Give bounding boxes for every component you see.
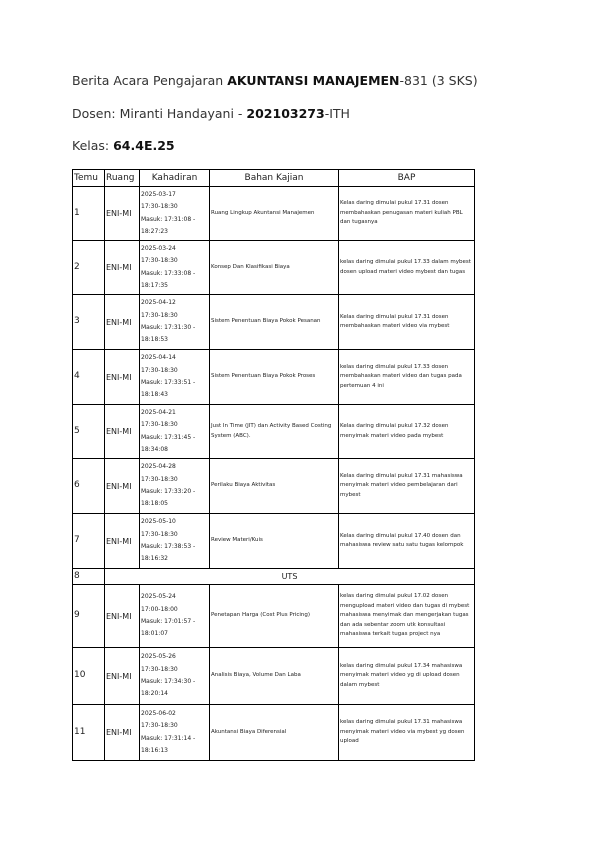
kehadiran-masuk: Masuk: 17:38:53 -	[141, 543, 196, 550]
col-temu: Temu	[73, 170, 105, 187]
table-row	[73, 648, 475, 705]
title-line	[72, 73, 478, 88]
table-row	[73, 241, 475, 295]
cell-bahan-kajian: Konsep Dan Klasifikasi Biaya	[210, 241, 339, 295]
cell-ruang: ENI-MI	[105, 241, 140, 295]
kehadiran-time: 17:00-18:00	[141, 605, 178, 613]
kehadiran-time: 17:30-18:30	[141, 366, 178, 374]
kehadiran-keluar: 18:20:14	[141, 690, 168, 698]
table-row	[73, 705, 475, 761]
kehadiran-masuk: Masuk: 17:34:30 -	[141, 678, 196, 685]
cell-ruang: ENI-MI	[105, 705, 140, 761]
col-ruang: Ruang	[105, 170, 140, 187]
cell-kehadiran	[140, 241, 210, 295]
kehadiran-date: 2025-05-26	[141, 653, 176, 661]
kehadiran-masuk: Masuk: 17:33:08 -	[141, 269, 196, 277]
cell-ruang: ENI-MI	[105, 585, 140, 648]
table-row	[73, 459, 475, 514]
cell-temu: 3	[73, 295, 105, 350]
cell-temu: 4	[73, 350, 105, 405]
cell-temu: 6	[73, 459, 105, 514]
kehadiran-date: 2025-04-12	[141, 299, 176, 307]
cell-kehadiran	[140, 350, 210, 405]
title-prefix: Berita Acara Pengajaran	[72, 73, 228, 88]
cell-bap: kelas daring dimulai pukul 17.33 dosen membahaskan materi video dan tugas pada pertemuan 4 ini	[339, 350, 475, 405]
kehadiran-masuk: Masuk: 17:33:51 -	[141, 379, 196, 386]
cell-bap: kelas daring dimulai pukul 17.33 dalam mybest dosen upload materi video mybest dan tugas	[339, 241, 475, 295]
cell-kehadiran	[140, 585, 210, 648]
kehadiran-date: 2025-04-21	[141, 408, 176, 416]
table-row	[73, 295, 475, 350]
table-row	[73, 187, 475, 241]
table-row	[73, 405, 475, 459]
col-bahan-kajian: Bahan Kajian	[210, 170, 339, 187]
course-name: AKUNTANSI MANAJEMEN	[227, 73, 400, 88]
table-row	[73, 350, 475, 405]
kehadiran-keluar: 18:34:08	[141, 445, 168, 453]
kelas-code: 64.4E.25	[113, 138, 175, 153]
kehadiran-time: 17:30-18:30	[141, 722, 178, 730]
col-bap: BAP	[339, 170, 475, 187]
cell-bahan-kajian: Sistem Penentuan Biaya Pokok Pesanan	[210, 295, 339, 350]
dosen-line	[72, 106, 350, 121]
cell-bap: Kelas daring dimulai pukul 17.31 dosen membahaskan materi video via mybest	[339, 295, 475, 350]
kehadiran-masuk: Masuk: 17:31:14 -	[141, 734, 196, 742]
kelas-line	[72, 138, 175, 153]
cell-bahan-kajian: Perilaku Biaya Aktivitas	[210, 459, 339, 514]
kehadiran-time: 17:30-18:30	[141, 257, 178, 265]
col-kehadiran: Kahadiran	[140, 170, 210, 187]
kehadiran-date: 2025-05-24	[141, 593, 176, 601]
table-row	[73, 585, 475, 648]
cell-kehadiran	[140, 405, 210, 459]
kehadiran-date: 2025-06-02	[141, 709, 176, 717]
cell-temu: 2	[73, 241, 105, 295]
course-code: -831 (3 SKS)	[399, 73, 478, 88]
kehadiran-masuk: Masuk: 17:01:57 -	[141, 618, 196, 625]
kehadiran-keluar: 18:18:43	[141, 391, 168, 399]
kehadiran-keluar: 18:17:35	[141, 281, 168, 289]
kehadiran-time: 17:30-18:30	[141, 665, 178, 673]
cell-temu: 10	[73, 648, 105, 705]
cell-bap: kelas daring dimulai pukul 17.31 mahasiswa menyimak materi video via mybest yg dosen upload	[339, 705, 475, 761]
cell-bap: kelas daring dimulai pukul 17.34 mahasiswa menyimak materi video yg di upload dosen dalam mybest	[339, 648, 475, 705]
kehadiran-masuk: Masuk: 17:31:45 -	[141, 433, 196, 441]
cell-ruang: ENI-MI	[105, 514, 140, 569]
kelas-label: Kelas:	[72, 138, 114, 153]
cell-ruang: ENI-MI	[105, 405, 140, 459]
cell-bahan-kajian: Analisis Biaya, Volume Dan Laba	[210, 648, 339, 705]
cell-temu: 1	[73, 187, 105, 241]
kehadiran-time: 17:30-18:30	[141, 311, 178, 319]
table-body	[73, 187, 475, 761]
kehadiran-time: 17:30-18:30	[141, 475, 178, 483]
cell-kehadiran	[140, 648, 210, 705]
cell-temu: 11	[73, 705, 105, 761]
cell-bap: Kelas daring dimulai pukul 17.31 mahasiswa menyimak materi video pembelajaran dari mybest	[339, 459, 475, 514]
cell-kehadiran	[140, 459, 210, 514]
kehadiran-keluar: 18:01:07	[141, 630, 168, 638]
cell-kehadiran	[140, 187, 210, 241]
kehadiran-date: 2025-05-10	[141, 518, 176, 526]
kehadiran-keluar: 18:27:23	[141, 227, 168, 235]
cell-temu: 5	[73, 405, 105, 459]
cell-bahan-kajian: Ruang Lingkup Akuntansi Manajemen	[210, 187, 339, 241]
cell-bap: Kelas daring dimulai pukul 17.32 dosen menyimak materi video pada mybest	[339, 405, 475, 459]
cell-temu: 9	[73, 585, 105, 648]
cell-ruang: ENI-MI	[105, 187, 140, 241]
kehadiran-keluar: 18:16:32	[141, 555, 168, 563]
cell-bahan-kajian: Penetapan Harga (Cost Plus Pricing)	[210, 585, 339, 648]
bap-table	[72, 169, 475, 761]
cell-ruang: ENI-MI	[105, 350, 140, 405]
cell-bahan-kajian: Akuntansi Biaya Diferensial	[210, 705, 339, 761]
cell-bap: Kelas daring dimulai pukul 17.40 dosen dan mahasiswa review satu satu tugas kelompok	[339, 514, 475, 569]
dosen-label: Dosen: Miranti Handayani -	[72, 106, 247, 121]
dosen-suffix: -ITH	[324, 106, 350, 121]
cell-bahan-kajian: Review Materi/Kuis	[210, 514, 339, 569]
cell-bap: kelas daring dimulai pukul 17.02 dosen mengupload materi video dan tugas di mybest mahasiswa menyimak dan mengerjakan tugas dan ada sebentar zoom utk konsultasi mahasiswa terkait tugas project nya	[339, 585, 475, 648]
kehadiran-keluar: 18:16:13	[141, 746, 168, 754]
cell-temu: 8	[73, 569, 105, 585]
kehadiran-date: 2025-04-28	[141, 463, 176, 471]
kehadiran-keluar: 18:18:05	[141, 500, 168, 508]
kehadiran-keluar: 18:18:53	[141, 336, 168, 344]
cell-ruang: ENI-MI	[105, 648, 140, 705]
table-header-row	[73, 170, 475, 187]
kehadiran-date: 2025-03-17	[141, 190, 176, 198]
cell-ruang: ENI-MI	[105, 459, 140, 514]
table-row	[73, 569, 475, 585]
table-row	[73, 514, 475, 569]
cell-uts: UTS	[105, 569, 475, 585]
cell-temu: 7	[73, 514, 105, 569]
kehadiran-time: 17:30-18:30	[141, 421, 178, 429]
kehadiran-masuk: Masuk: 17:31:30 -	[141, 324, 196, 331]
cell-ruang: ENI-MI	[105, 295, 140, 350]
kehadiran-masuk: Masuk: 17:33:20 -	[141, 488, 196, 495]
cell-bahan-kajian: Sistem Penentuan Biaya Pokok Proses	[210, 350, 339, 405]
kehadiran-date: 2025-04-14	[141, 354, 176, 362]
cell-kehadiran	[140, 514, 210, 569]
kehadiran-masuk: Masuk: 17:31:08 -	[141, 215, 196, 223]
cell-bap: Kelas daring dimulai pukul 17.31 dosen membahaskan penugasan materi kuliah PBL dan tugasnya	[339, 187, 475, 241]
kehadiran-time: 17:30-18:30	[141, 530, 178, 538]
kehadiran-time: 17:30-18:30	[141, 203, 178, 211]
kehadiran-date: 2025-03-24	[141, 244, 176, 252]
cell-kehadiran	[140, 705, 210, 761]
cell-bahan-kajian: Just In Time (JIT) dan Activity Based Costing System (ABC).	[210, 405, 339, 459]
cell-kehadiran	[140, 295, 210, 350]
dosen-id: 202103273	[246, 106, 325, 121]
